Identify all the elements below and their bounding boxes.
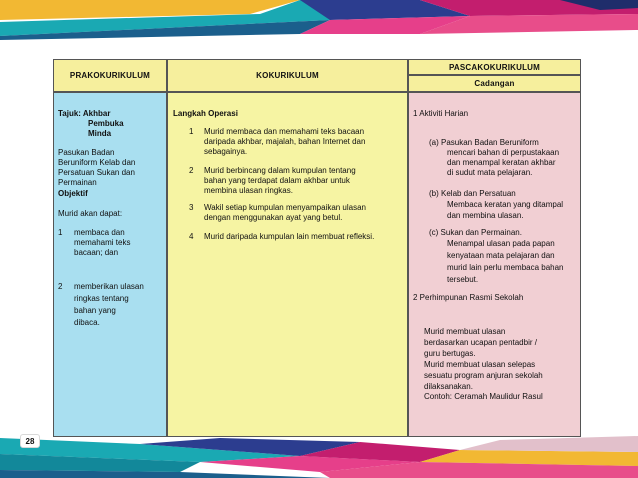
objective-line: memberikan ulasan bbox=[74, 282, 144, 291]
unit-line: Permainan bbox=[58, 178, 97, 187]
perhimpunan-heading: 2 Perhimpunan Rasmi Sekolah bbox=[413, 293, 524, 302]
sub-activity-line: Membaca keratan yang ditampal bbox=[447, 200, 564, 209]
sub-activity-label: (a) Pasukan Badan Beruniform bbox=[429, 138, 539, 147]
header-kokurikulum: KOKURIKULUM bbox=[167, 59, 408, 92]
unit-line: Persatuan Sukan dan bbox=[58, 168, 135, 177]
sub-activity-line: Menampal ulasan pada papan bbox=[447, 239, 555, 248]
step-line: Murid berbincang dalam kumpulan tentang bbox=[204, 166, 356, 175]
perhimpunan-line: guru bertugas. bbox=[424, 349, 476, 358]
step-number: 1 bbox=[189, 127, 194, 136]
sub-activity-line: murid lain perlu membaca bahan bbox=[447, 263, 564, 272]
objektif-label: Objektif bbox=[58, 189, 88, 198]
tajuk-line: Pembuka bbox=[88, 119, 124, 128]
step-line: Murid daripada kumpulan lain membuat refleksi. bbox=[204, 232, 375, 241]
sub-activity-label: (c) Sukan dan Permainan. bbox=[429, 228, 522, 237]
header-pascakokurikulum: PASCAKOKURIKULUM bbox=[408, 59, 581, 75]
header-prakokurikulum: PRAKOKURIKULUM bbox=[53, 59, 167, 92]
kokurikulum-column bbox=[167, 92, 408, 437]
objective-number: 1 bbox=[58, 228, 63, 237]
pascakokurikulum-column bbox=[408, 92, 581, 437]
perhimpunan-line: dilaksanakan. bbox=[424, 382, 473, 391]
objective-line: memahami teks bbox=[74, 238, 131, 247]
langkah-operasi-title: Langkah Operasi bbox=[173, 109, 238, 118]
step-number: 3 bbox=[189, 203, 194, 212]
sub-activity-line: mencari bahan di perpustakaan bbox=[447, 148, 560, 157]
sub-activity-line: dan membina ulasan. bbox=[447, 211, 524, 220]
perhimpunan-line: sesuatu program anjuran sekolah bbox=[424, 371, 543, 380]
header-cadangan: Cadangan bbox=[408, 75, 581, 92]
top-banner-decoration bbox=[0, 0, 638, 40]
objective-line: membaca dan bbox=[74, 228, 125, 237]
step-line: sebagainya. bbox=[204, 147, 248, 156]
objektif-intro: Murid akan dapat: bbox=[58, 209, 123, 218]
step-line: daripada akhbar, majalah, bahan Internet dan bbox=[204, 137, 366, 146]
unit-line: Pasukan Badan bbox=[58, 148, 115, 157]
sub-activity-line: dan menampal keratan akhbar bbox=[447, 158, 556, 167]
prakokurikulum-column bbox=[53, 92, 167, 437]
perhimpunan-line: berdasarkan ucapan pentadbir / bbox=[424, 338, 537, 347]
step-number: 4 bbox=[189, 232, 194, 241]
perhimpunan-line: Murid membuat ulasan bbox=[424, 327, 506, 336]
aktiviti-harian-heading: 1 Aktiviti Harian bbox=[413, 109, 469, 118]
objective-line: bahan yang bbox=[74, 306, 116, 315]
tajuk-line: Minda bbox=[88, 129, 112, 138]
objective-line: bacaan; dan bbox=[74, 248, 119, 257]
step-number: 2 bbox=[189, 166, 194, 175]
perhimpunan-line: Contoh: Ceramah Maulidur Rasul bbox=[424, 392, 543, 401]
sub-activity-label: (b) Kelab dan Persatuan bbox=[429, 189, 516, 198]
objective-line: dibaca. bbox=[74, 318, 100, 327]
tajuk-label: Tajuk: Akhbar bbox=[58, 109, 111, 118]
step-line: dengan menggunakan ayat yang betul. bbox=[204, 213, 343, 222]
bottom-banner-decoration bbox=[0, 432, 638, 478]
sub-activity-line: tersebut. bbox=[447, 275, 479, 284]
page-number: 28 bbox=[20, 434, 40, 448]
step-line: bahan yang terdapat dalam akhbar untuk bbox=[204, 176, 350, 185]
unit-line: Beruniform Kelab dan bbox=[58, 158, 136, 167]
objective-line: ringkas tentang bbox=[74, 294, 129, 303]
perhimpunan-line: Murid membuat ulasan selepas bbox=[424, 360, 536, 369]
sub-activity-line: kenyataan mata pelajaran dan bbox=[447, 251, 555, 260]
sub-activity-line: di sudut mata pelajaran. bbox=[447, 168, 533, 177]
step-line: Wakil setiap kumpulan menyampaikan ulasan bbox=[204, 203, 367, 212]
step-line: membina ulasan ringkas. bbox=[204, 186, 293, 195]
objective-number: 2 bbox=[58, 282, 63, 291]
step-line: Murid membaca dan memahami teks bacaan bbox=[204, 127, 365, 136]
